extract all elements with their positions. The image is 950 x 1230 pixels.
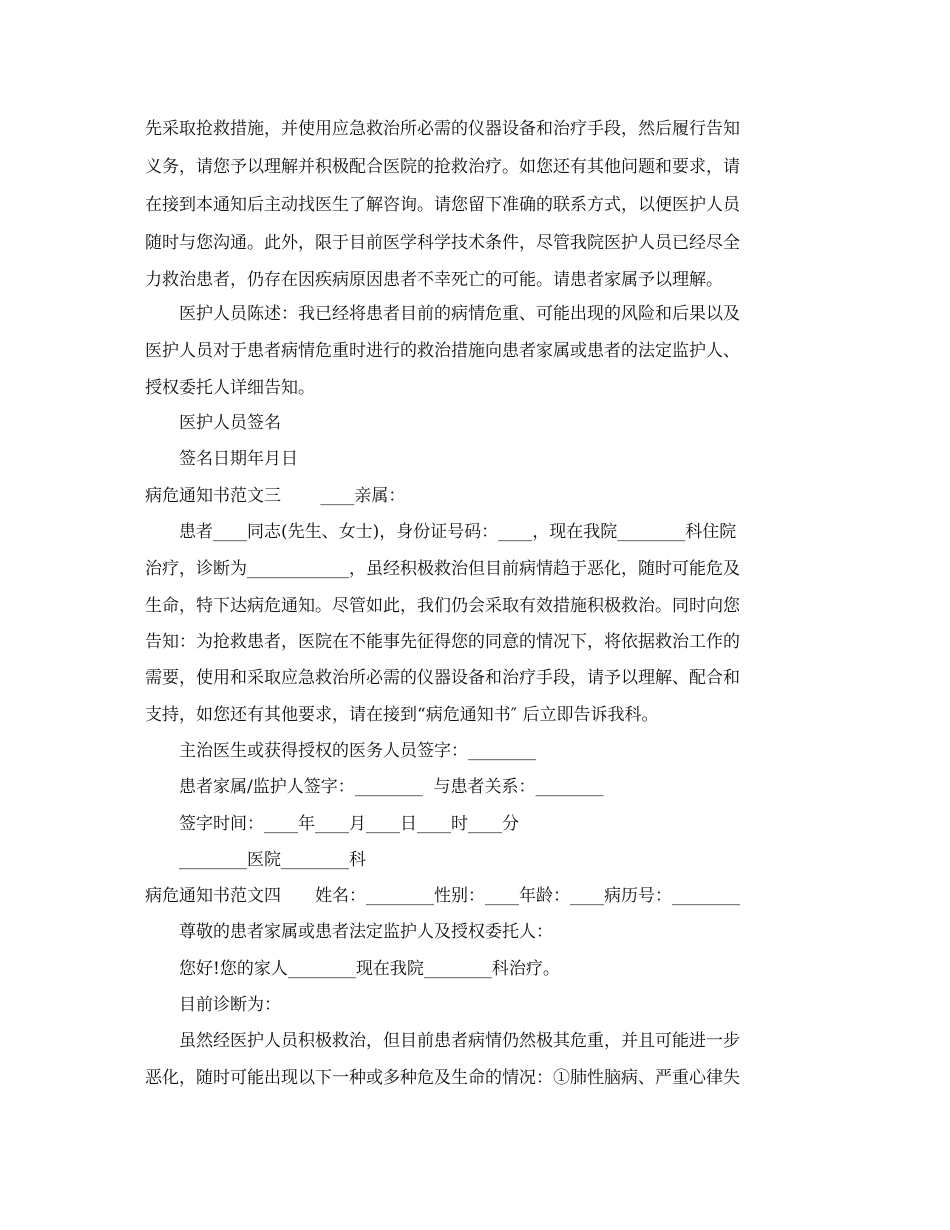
sample-three-heading: 病危通知书范文三 ____亲属： [145, 486, 406, 506]
sample-four-line: 恶化，随时可能出现以下一种或多种危及生命的情况：①肺性脑病、严重心律失 [145, 1068, 740, 1088]
sample-three-line: 支持，如您还有其他要求，请在接到“病危通知书″ 后立即告诉我科。 [145, 705, 659, 725]
paragraph-line: 力救治患者，仍存在因疾病原因患者不幸死亡的可能。请患者家属予以理解。 [145, 270, 723, 290]
sign-time-line: 签字时间：____年____月____日____时____分 [179, 814, 519, 834]
staff-statement-line: 医护人员陈述：我已经将患者目前的病情危重、可能出现的风险和后果以及 [179, 304, 740, 324]
salutation: 尊敬的患者家属或患者法定监护人及授权委托人： [179, 922, 553, 942]
staff-statement-line: 授权委托人详细告知。 [145, 378, 315, 398]
sample-four-heading: 病危通知书范文四 姓名：________性别：____年龄：____病历号：________ [145, 886, 740, 906]
paragraph-line: 随时与您沟通。此外，限于目前医学科学技术条件，尽管我院医护人员已经尽全 [145, 233, 740, 253]
diagnosis-label: 目前诊断为： [179, 995, 281, 1015]
staff-statement-line: 医护人员对于患者病情危重时进行的救治措施向患者家属或患者的法定监护人、 [145, 341, 740, 361]
paragraph-line: 在接到本通知后主动找医生了解咨询。请您留下准确的联系方式，以便医护人员 [145, 195, 740, 215]
family-signature-line: 患者家属/监护人签字：________ 与患者关系：________ [179, 777, 604, 797]
paragraph-line: 义务，请您予以理解并积极配合医院的抢救治疗。如您还有其他问题和要求，请 [145, 157, 740, 177]
sample-three-line: 生命，特下达病危通知。尽管如此，我们仍会采取有效措施积极救治。同时向您 [145, 596, 740, 616]
greeting-line: 您好!您的家人________现在我院________科治疗。 [179, 959, 560, 979]
staff-signature-label: 医护人员签名 [179, 413, 281, 433]
paragraph-line: 先采取抢救措施，并使用应急救治所必需的仪器设备和治疗手段，然后履行告知 [145, 119, 740, 139]
sample-four-line: 虽然经医护人员积极救治，但目前患者病情仍然极其危重，并且可能进一步 [179, 1031, 740, 1051]
sample-three-line: 治疗，诊断为____________，虽经积极救治但目前病情趋于恶化，随时可能危及 [145, 559, 740, 579]
sample-three-line: 患者____同志(先生、女士)，身份证号码：____，现在我院________科住院 [179, 522, 737, 542]
sample-three-line: 告知：为抢救患者，医院在不能事先征得您的同意的情况下，将依据救治工作的 [145, 632, 740, 652]
sample-three-line: 需要，使用和采取应急救治所必需的仪器设备和治疗手段，请予以理解、配合和 [145, 668, 740, 688]
signature-date-label: 签名日期年月日 [179, 449, 298, 469]
hospital-dept-line: ________医院________科 [179, 850, 366, 870]
doctor-signature-line: 主治医生或获得授权的医务人员签字：________ [179, 741, 536, 761]
